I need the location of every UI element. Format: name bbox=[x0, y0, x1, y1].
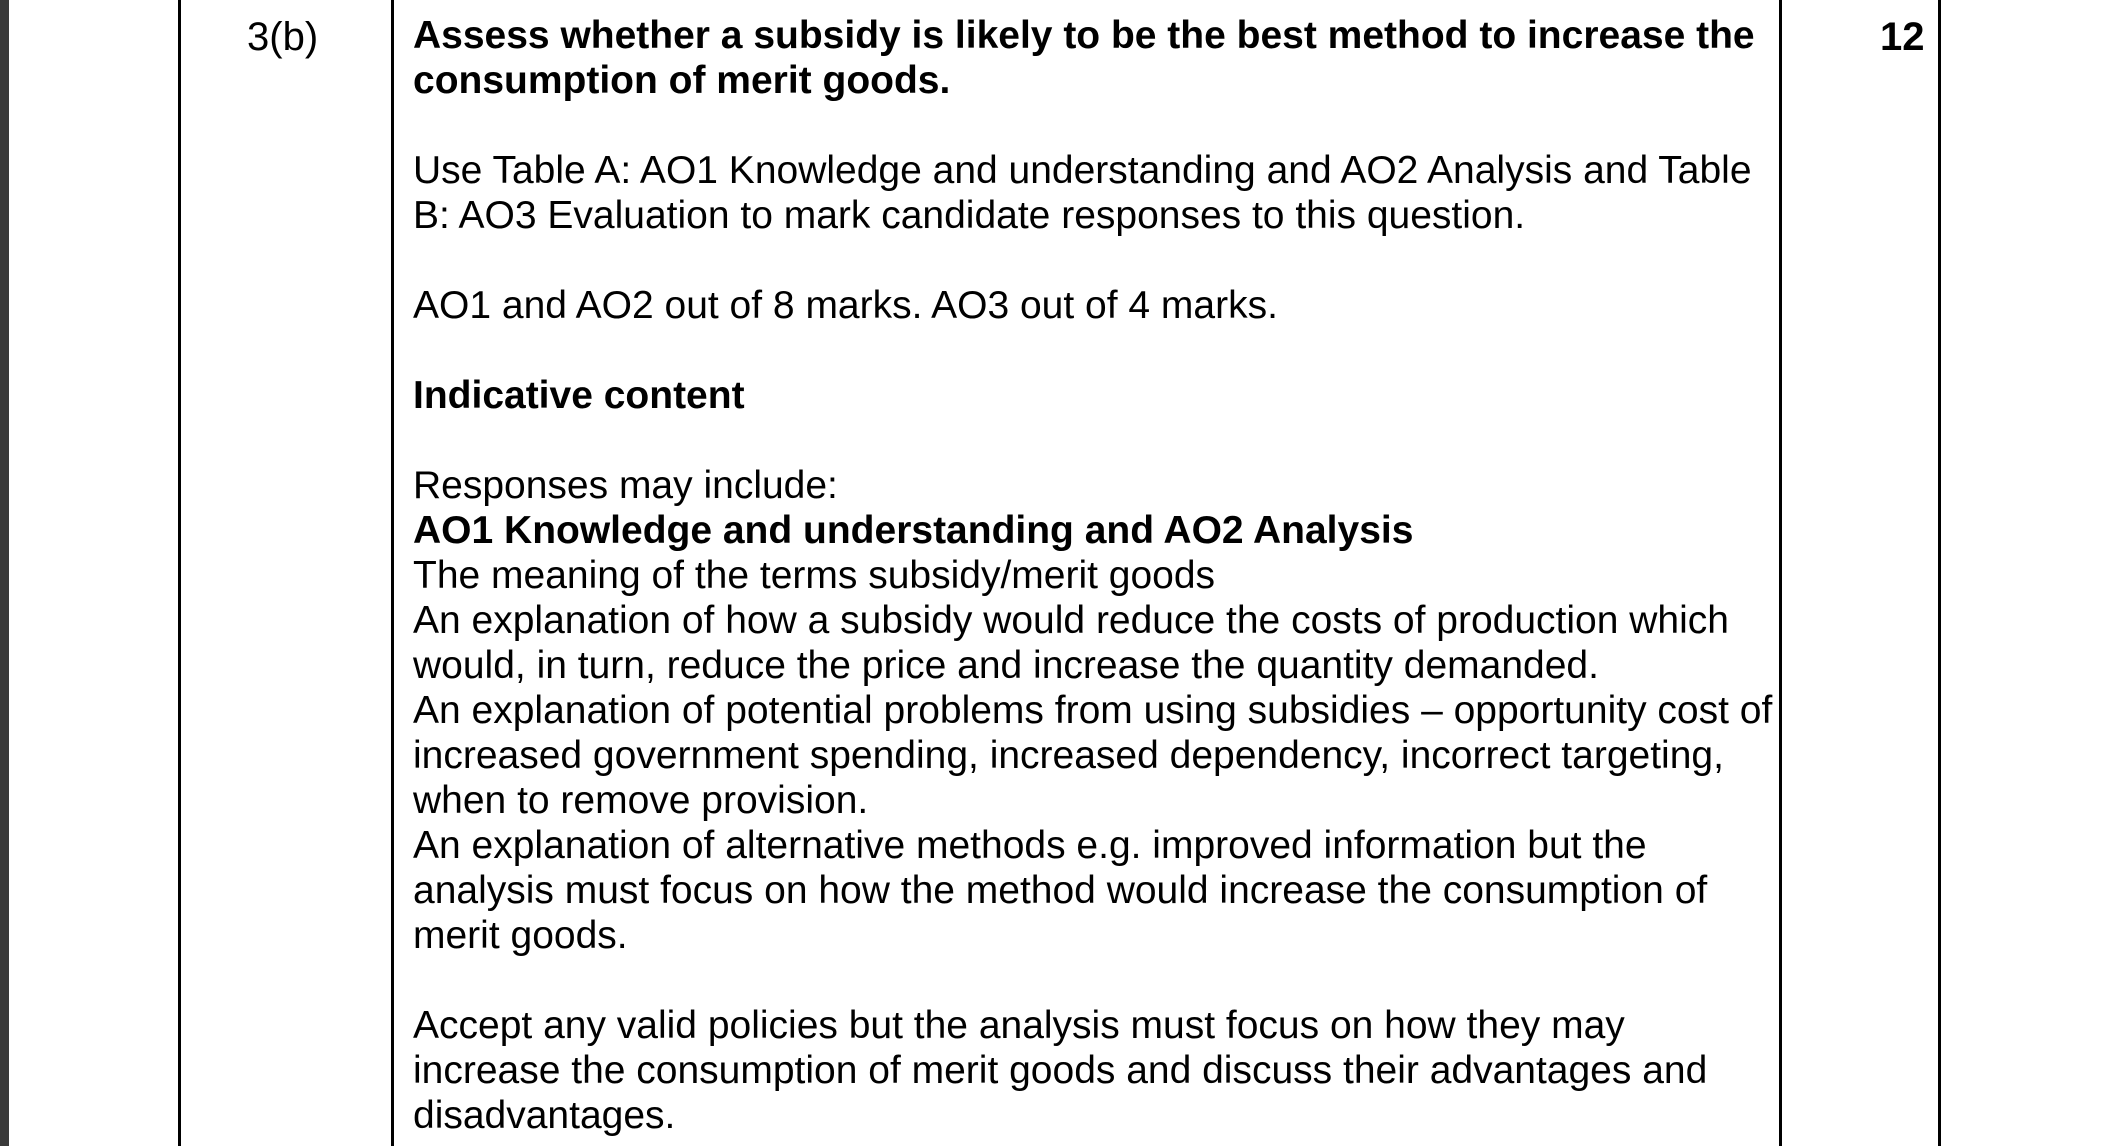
closing-note: Accept any valid policies but the analysis must focus on how they may increase the consumption of merit goods and discuss their advantages and disadvantages. bbox=[413, 1004, 1708, 1137]
spacer bbox=[413, 328, 1775, 373]
responses-intro: Responses may include: bbox=[413, 464, 838, 507]
question-prompt: Assess whether a subsidy is likely to be the best method to increase the consumption of merit goods. bbox=[413, 14, 1755, 102]
table-instructions: Use Table A: AO1 Knowledge and understanding and AO2 Analysis and Table B: AO3 Evaluation to mark candidate responses to this question. bbox=[413, 149, 1752, 237]
question-number: 3(b) bbox=[247, 15, 319, 59]
page-edge-shadow bbox=[0, 0, 9, 1146]
table-border-left bbox=[178, 0, 181, 1146]
spacer bbox=[413, 103, 1775, 148]
marks-value: 12 bbox=[1880, 15, 1925, 59]
point-item: An explanation of how a subsidy would reduce the costs of production which would, in turn, reduce the price and increase the quantity demanded. bbox=[413, 599, 1729, 687]
answer-cell bbox=[413, 13, 1775, 1138]
mark-split: AO1 and AO2 out of 8 marks. AO3 out of 4 marks. bbox=[413, 284, 1278, 327]
point-item: The meaning of the terms subsidy/merit goods bbox=[413, 554, 1216, 597]
spacer bbox=[413, 238, 1775, 283]
point-item: An explanation of alternative methods e.g. improved information but the analysis must focus on how the method would increase the consumption of merit goods. bbox=[413, 824, 1708, 957]
spacer bbox=[413, 958, 1775, 1003]
indicative-heading: Indicative content bbox=[413, 374, 745, 417]
ao-subheading: AO1 Knowledge and understanding and AO2 Analysis bbox=[413, 509, 1414, 552]
table-column-divider-marks bbox=[1779, 0, 1782, 1146]
point-item: An explanation of potential problems from using subsidies – opportunity cost of increased government spending, increased dependency, incorrect targeting, when to remove provision. bbox=[413, 689, 1773, 822]
table-border-right bbox=[1938, 0, 1941, 1146]
spacer bbox=[413, 418, 1775, 463]
table-column-divider-question bbox=[391, 0, 394, 1146]
